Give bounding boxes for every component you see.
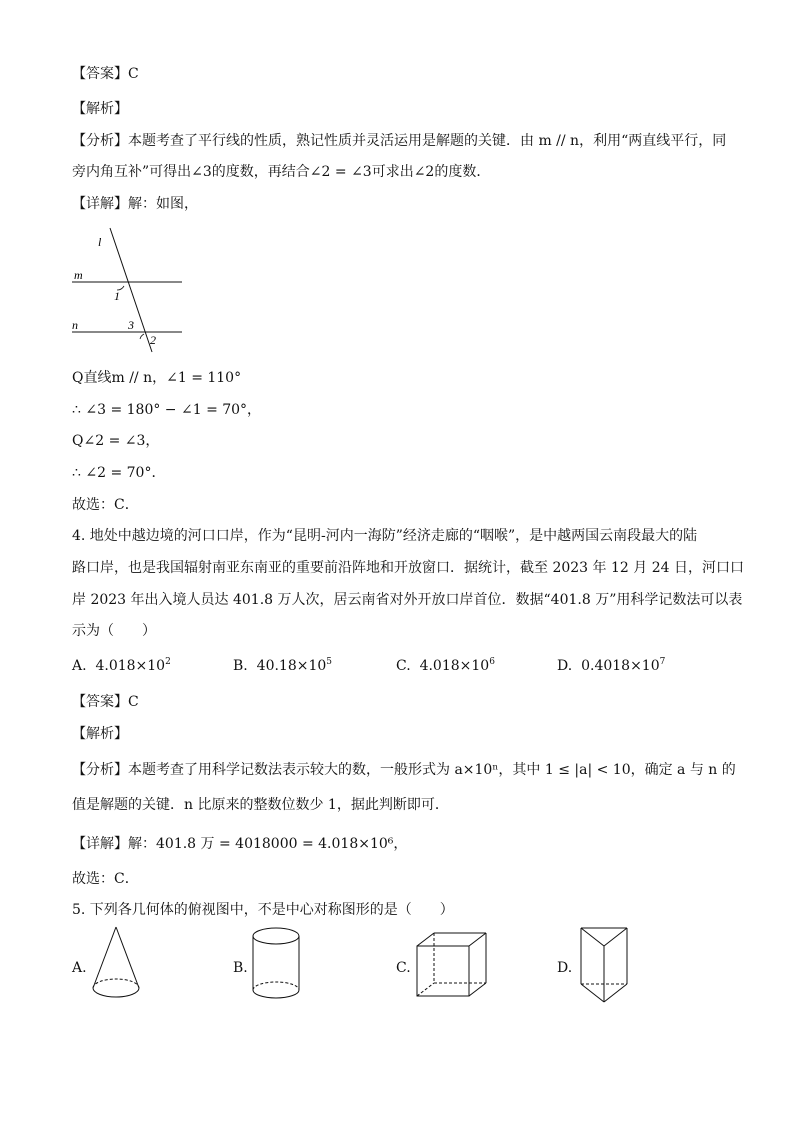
q4-option-c: C. $4.018\times 10^6$ xyxy=(396,657,495,674)
label-3: 3 xyxy=(128,318,134,332)
q4-answer: 【答案】C xyxy=(72,694,139,710)
label-m: m xyxy=(74,268,83,282)
q3-choice: 故选：C． xyxy=(72,497,139,513)
q3-step-1: Q直线m // n，∠1 = 110° xyxy=(72,370,242,386)
label-1: 1 xyxy=(114,289,120,303)
q3-step-3: Q∠2 = ∠3， xyxy=(72,433,160,449)
q5-option-c-label: C. xyxy=(396,960,411,976)
q4-stem-line3: 岸 2023 年出入境人员达 401.8 万人次，居云南省对外开放口岸首位．数据“401.8 万”用科学记数法可以表 xyxy=(72,592,743,608)
q3-analysis-line2: 旁内角互补”可得出∠3的度数，再结合∠2 = ∠3可求出∠2的度数． xyxy=(72,164,491,180)
label-l: l xyxy=(98,235,102,249)
q3-analysis-line1: 【分析】本题考查了平行线的性质，熟记性质并灵活运用是解题的关键．由 m // n，利用“两直线平行，同 xyxy=(72,133,727,149)
q4-stem-line2: 路口岸，也是我国辐射南亚东南亚的重要前沿阵地和开放窗口．据统计，截至 2023 年 12 月 24 日，河口口 xyxy=(72,560,744,576)
q4-stem-line1: 4. 地处中越边境的河口口岸，作为“昆明-河内一海防”经济走廊的“咽喉”，是中越两国云南段最大的陆 xyxy=(72,528,698,544)
q4-analysis-line1: 【分析】本题考查了用科学记数法表示较大的数，一般形式为 a×10ⁿ，其中 1 ≤ |a| < 10，确定 a 与 n 的 xyxy=(72,762,736,778)
q5-option-a-label: A. xyxy=(72,960,87,976)
q3-detail-intro: 【详解】解：如图， xyxy=(72,196,198,212)
q5-option-b-label: B. xyxy=(233,960,248,976)
q4-option-a: A. $4.018\times 10^2$ xyxy=(72,657,171,674)
cylinder-icon xyxy=(250,924,302,1004)
label-n: n xyxy=(72,318,78,332)
q4-detail: 【详解】解：401.8 万 = 4018000 = 4.018×10⁶， xyxy=(72,836,408,852)
q3-step-2: ∴ ∠3 = 180° − ∠1 = 70°， xyxy=(72,402,262,418)
parallel-lines-figure xyxy=(66,226,196,356)
cone-icon xyxy=(90,924,142,1004)
q3-answer: 【答案】C xyxy=(72,66,139,82)
q4-option-b: B. $40.18\times 10^5$ xyxy=(233,657,333,674)
q5-option-d-label: D. xyxy=(557,960,573,976)
cube-icon xyxy=(414,930,490,1000)
q4-stem-line4: 示为（ ） xyxy=(72,623,156,639)
q4-analysis-line2: 值是解题的关键．n 比原来的整数位数少 1，据此判断即可． xyxy=(72,797,449,813)
q4-analysis-title: 【解析】 xyxy=(72,726,128,742)
q4-choice: 故选：C． xyxy=(72,871,139,887)
q3-step-4: ∴ ∠2 = 70°． xyxy=(72,465,166,481)
label-2: 2 xyxy=(150,333,156,347)
q4-option-d: D. $0.4018\times 10^7$ xyxy=(557,657,666,674)
triangular-prism-icon xyxy=(578,924,630,1006)
q3-analysis-title: 【解析】 xyxy=(72,101,128,117)
q5-stem: 5. 下列各几何体的俯视图中，不是中心对称图形的是（ ） xyxy=(72,902,454,918)
